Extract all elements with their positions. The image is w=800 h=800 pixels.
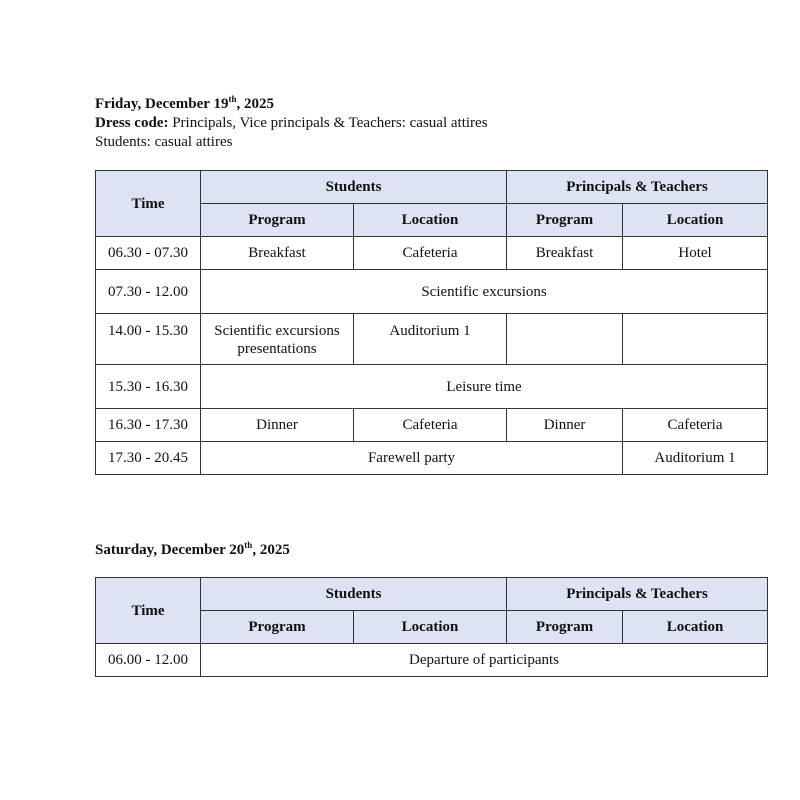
day1-schedule-table (95, 170, 768, 475)
table-row (96, 409, 768, 442)
day2-schedule-table (95, 577, 768, 677)
table-row (96, 237, 768, 270)
principals-location-cell: Auditorium 1 (623, 442, 768, 475)
day1-title: Friday, December 19th, 2025 (95, 94, 274, 112)
header-students-program: Program (201, 204, 354, 237)
students-dress-line: Students: casual attires (95, 134, 233, 150)
header-students-location: Location (354, 611, 507, 644)
students-program-cell: Dinner (201, 409, 354, 442)
students-location-cell: Cafeteria (354, 409, 507, 442)
principals-location-cell (623, 314, 768, 365)
principals-program-cell: Dinner (507, 409, 623, 442)
table-row (96, 270, 768, 314)
header-students-location: Location (354, 204, 507, 237)
table-row (96, 314, 768, 365)
activity-span-cell: Scientific excursions (201, 270, 768, 314)
time-cell: 15.30 - 16.30 (96, 365, 201, 409)
activity-span-cell: Leisure time (201, 365, 768, 409)
header-principals: Principals & Teachers (507, 578, 768, 611)
header-principals-program: Program (507, 611, 623, 644)
students-location-cell: Cafeteria (354, 237, 507, 270)
header-students: Students (201, 578, 507, 611)
day1-heading (95, 95, 767, 152)
principals-program-cell: Breakfast (507, 237, 623, 270)
activity-span-cell: Farewell party (201, 442, 623, 475)
header-time: Time (96, 171, 201, 237)
header-time: Time (96, 578, 201, 644)
students-program-cell: Scientific excursions presentations (201, 314, 354, 365)
time-cell: 07.30 - 12.00 (96, 270, 201, 314)
day1-schedule (95, 170, 767, 475)
time-cell: 17.30 - 20.45 (96, 442, 201, 475)
principals-location-cell: Cafeteria (623, 409, 768, 442)
header-principals: Principals & Teachers (507, 171, 768, 204)
time-cell: 16.30 - 17.30 (96, 409, 201, 442)
time-cell: 06.30 - 07.30 (96, 237, 201, 270)
header-principals-program: Program (507, 204, 623, 237)
header-students-program: Program (201, 611, 354, 644)
header-students: Students (201, 171, 507, 204)
day2-heading (95, 541, 767, 560)
dress-code-line (95, 114, 767, 133)
students-location-cell: Auditorium 1 (354, 314, 507, 365)
principals-program-cell (507, 314, 623, 365)
header-principals-location: Location (623, 204, 768, 237)
table-row (96, 644, 768, 677)
dress-code-label: Dress code: (95, 115, 169, 131)
header-principals-location: Location (623, 611, 768, 644)
time-cell: 14.00 - 15.30 (96, 314, 201, 365)
students-program-cell: Breakfast (201, 237, 354, 270)
table-row (96, 442, 768, 475)
dress-code-text: Principals, Vice principals & Teachers: casual attires (168, 115, 488, 131)
table-row (96, 365, 768, 409)
principals-location-cell: Hotel (623, 237, 768, 270)
day2-schedule (95, 577, 767, 677)
time-cell: 06.00 - 12.00 (96, 644, 201, 677)
activity-span-cell: Departure of participants (201, 644, 768, 677)
day2-title: Saturday, December 20th, 2025 (95, 540, 290, 558)
